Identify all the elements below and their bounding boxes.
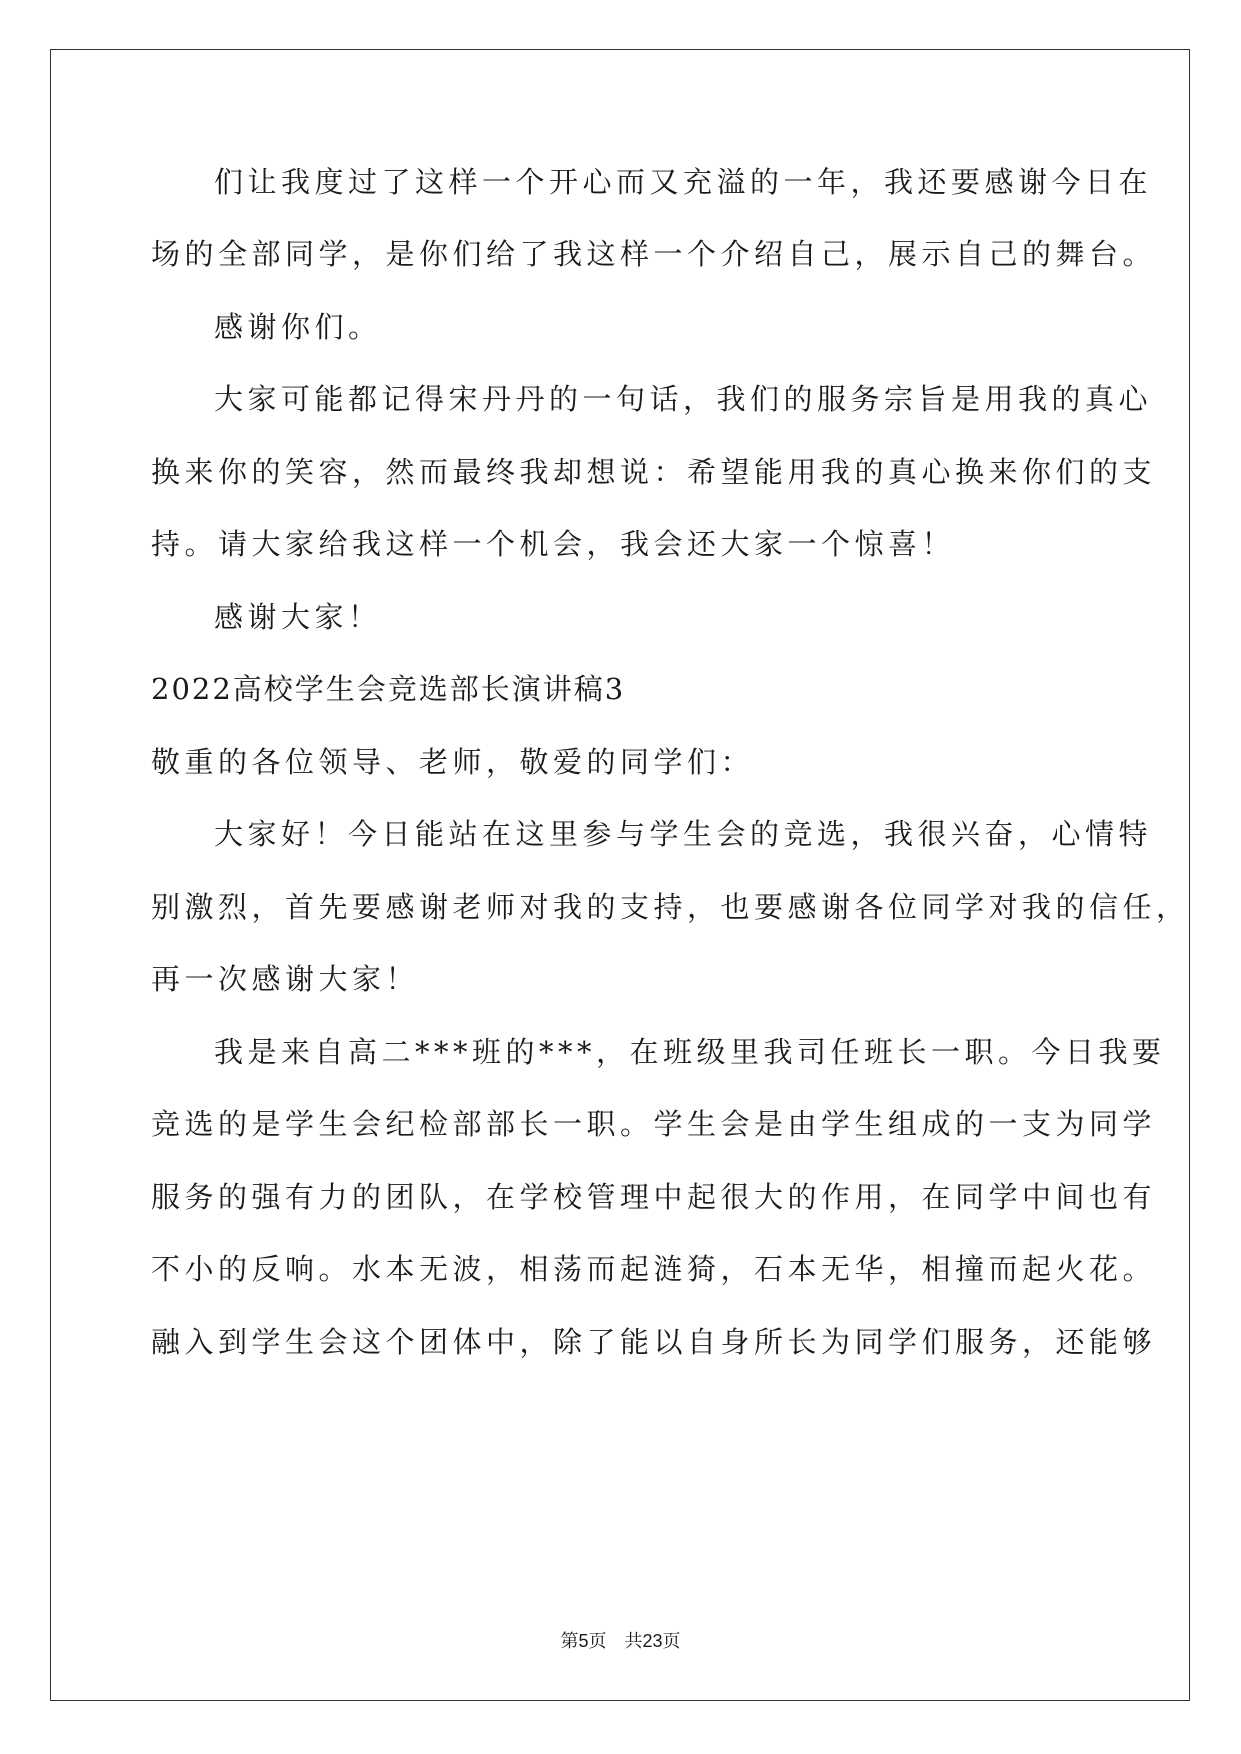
current-page-number: 5 xyxy=(578,1631,589,1651)
page-border xyxy=(50,49,1190,1701)
paragraph-line: 我是来自高二***班的***，在班级里我司任班长一职。今日我要 xyxy=(214,1035,1166,1069)
paragraph-line: 感谢你们。 xyxy=(214,310,382,344)
paragraph-line: 融入到学生会这个团体中，除了能以自身所长为同学们服务，还能够 xyxy=(151,1325,1157,1359)
paragraph-line: 持。请大家给我这样一个机会，我会还大家一个惊喜！ xyxy=(151,527,956,561)
footer-suffix: 页 xyxy=(662,1631,681,1652)
paragraph-line: 大家可能都记得宋丹丹的一句话，我们的服务宗旨是用我的真心 xyxy=(214,382,1153,416)
footer-prefix: 第 xyxy=(560,1631,579,1652)
paragraph-line: 竞选的是学生会纪检部部长一职。学生会是由学生组成的一支为同学 xyxy=(151,1107,1157,1141)
paragraph-line: 场的全部同学，是你们给了我这样一个介绍自己，展示自己的舞台。 xyxy=(151,237,1157,271)
paragraph-line: 不小的反响。水本无波，相荡而起涟猗，石本无华，相撞而起火花。 xyxy=(151,1252,1157,1286)
paragraph-line: 服务的强有力的团队，在学校管理中起很大的作用，在同学中间也有 xyxy=(151,1180,1157,1214)
footer-middle: 页 共 xyxy=(588,1631,643,1652)
paragraph-line: 大家好！今日能站在这里参与学生会的竞选，我很兴奋，心情特 xyxy=(214,817,1153,851)
paragraph-line: 感谢大家！ xyxy=(214,600,382,634)
page-footer xyxy=(0,1629,1241,1654)
salutation: 敬重的各位领导、老师，敬爱的同学们： xyxy=(151,745,755,779)
paragraph-line: 别激烈，首先要感谢老师对我的支持，也要感谢各位同学对我的信任， xyxy=(151,890,1190,924)
total-page-count: 23 xyxy=(642,1631,663,1651)
paragraph-line: 们让我度过了这样一个开心而又充溢的一年，我还要感谢今日在 xyxy=(214,165,1153,199)
section-heading: 2022高校学生会竞选部长演讲稿3 xyxy=(151,672,626,706)
paragraph-line: 换来你的笑容，然而最终我却想说：希望能用我的真心换来你们的支 xyxy=(151,455,1157,489)
paragraph-line: 再一次感谢大家！ xyxy=(151,962,420,996)
